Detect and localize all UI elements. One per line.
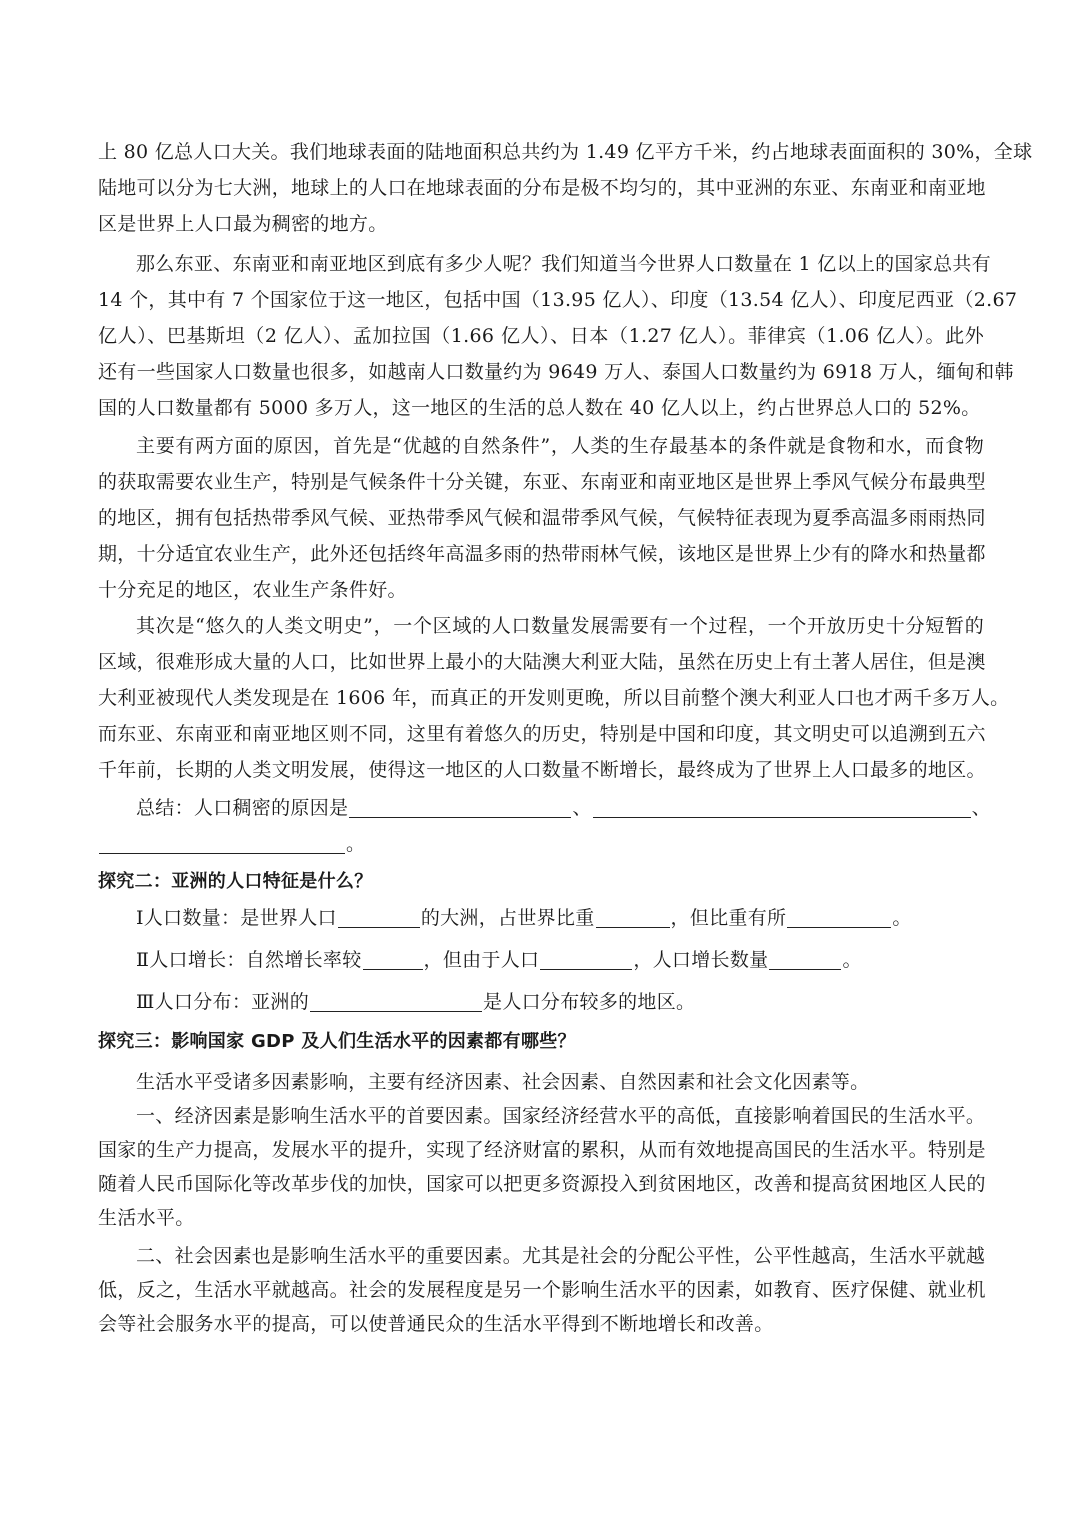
q1-mid2: ，但比重有所	[670, 907, 787, 929]
paragraph-4-line-3: 大利亚被现代人类发现是在 1606 年，而真正的开发则更晚，所以目前整个澳大利亚人口也才两千多万人。	[98, 687, 1010, 709]
inquiry-2-question-2	[136, 942, 862, 978]
economic-line-4: 生活水平。	[98, 1207, 195, 1229]
economic-line-3: 随着人民币国际化等改革步伐的加快，国家可以把更多资源投入到贫困地区，改善和提高贫困地区人民的	[98, 1173, 986, 1195]
q1-end: 。	[892, 907, 912, 929]
inquiry-2-title: 探究二：亚洲的人口特征是什么？	[98, 871, 373, 892]
inquiry-3-intro: 生活水平受诸多因素影响，主要有经济因素、社会因素、自然因素和社会文化因素等。	[136, 1071, 870, 1093]
q2-mid2: ，人口增长数量	[633, 949, 769, 971]
paragraph-3-line-4: 期，十分适宜农业生产，此外还包括终年高温多雨的热带雨林气候，该地区是世界上少有的降水和热量都	[98, 543, 986, 565]
summary-blank-1[interactable]	[349, 795, 571, 818]
paragraph-4-line-1: 其次是“悠久的人类文明史”，一个区域的人口数量发展需要有一个过程，一个开放历史十分短暂的	[136, 615, 984, 637]
q1-blank-2[interactable]	[596, 905, 670, 928]
paragraph-1-line-3: 区是世界上人口最为稠密的地方。	[98, 213, 388, 235]
paragraph-2-line-1: 那么东亚、东南亚和南亚地区到底有多少人呢？我们知道当今世界人口数量在 1 亿以上的国家总共有	[136, 253, 991, 275]
paragraph-2-line-3: 亿人）、巴基斯坦（2 亿人）、孟加拉国（1.66 亿人）、日本（1.27 亿人）。菲律宾（1.06 亿人）。此外	[98, 325, 984, 347]
paragraph-3-line-3: 的地区，拥有包括热带季风气候、亚热带季风气候和温带季风气候，气候特征表现为夏季高温多雨雨热同	[98, 507, 986, 529]
paragraph-4-line-2: 区域，很难形成大量的人口，比如世界上最小的大陆澳大利亚大陆，虽然在历史上有土著人居住，但是澳	[98, 651, 986, 673]
paragraph-2-line-4: 还有一些国家人口数量也很多，如越南人口数量约为 9649 万人、泰国人口数量约为 6918 万人，缅甸和韩	[98, 361, 1014, 383]
q1-mid1: 的大洲，占世界比重	[420, 907, 595, 929]
q1-blank-1[interactable]	[338, 905, 420, 928]
economic-line-2: 国家的生产力提高，发展水平的提升，实现了经济财富的累积，从而有效地提高国民的生活水平。特别是	[98, 1139, 986, 1161]
q3-prefix: Ⅲ人口分布：亚洲的	[136, 991, 310, 1013]
social-line-3: 会等社会服务水平的提高，可以使普通民众的生活水平得到不断地增长和改善。	[98, 1313, 774, 1335]
q2-prefix: Ⅱ人口增长：自然增长率较	[136, 949, 362, 971]
summary-blank-2[interactable]	[593, 795, 971, 818]
inquiry-2-question-3	[136, 984, 695, 1020]
summary-separator-1: 、	[572, 797, 592, 819]
inquiry-2-question-1	[136, 900, 912, 936]
paragraph-4-line-4: 而东亚、东南亚和南亚地区则不同，这里有着悠久的历史，特别是中国和印度，其文明史可以追溯到五六	[98, 723, 986, 745]
paragraph-2-line-5: 国的人口数量都有 5000 多万人，这一地区的生活的总人数在 40 亿人以上，约占世界总人口的 52%。	[98, 397, 981, 419]
paragraph-3-line-2: 的获取需要农业生产，特别是气候条件十分关键，东亚、东南亚和南亚地区是世界上季风气候分布最典型	[98, 471, 986, 493]
paragraph-2-line-2: 14 个，其中有 7 个国家位于这一地区，包括中国（13.95 亿人）、印度（13.54 亿人）、印度尼西亚（2.67	[98, 289, 1018, 311]
summary-line-2	[98, 826, 365, 862]
social-line-1: 二、社会因素也是影响生活水平的重要因素。尤其是社会的分配公平性，公平性越高，生活水平就越	[136, 1245, 986, 1267]
q2-mid1: ，但由于人口	[423, 949, 540, 971]
q3-blank-1[interactable]	[310, 989, 482, 1012]
paragraph-3-line-5: 十分充足的地区，农业生产条件好。	[98, 579, 407, 601]
inquiry-3-title: 探究三：影响国家 GDP 及人们生活水平的因素都有哪些？	[98, 1031, 576, 1052]
q2-blank-1[interactable]	[363, 947, 423, 970]
paragraph-3-line-1: 主要有两方面的原因，首先是“优越的自然条件”，人类的生存最基本的条件就是食物和水，而食物	[136, 435, 984, 457]
q2-end: 。	[842, 949, 862, 971]
paragraph-1-line-2: 陆地可以分为七大洲，地球上的人口在地球表面的分布是极不均匀的，其中亚洲的东亚、东南亚和南亚地	[98, 177, 986, 199]
paragraph-4-line-5: 千年前，长期的人类文明发展，使得这一地区的人口数量不断增长，最终成为了世界上人口最多的地区。	[98, 759, 986, 781]
summary-label: 总结：人口稠密的原因是	[136, 797, 349, 819]
q2-blank-2[interactable]	[540, 947, 632, 970]
q1-prefix: Ⅰ人口数量：是世界人口	[136, 907, 337, 929]
social-line-2: 低，反之，生活水平就越高。社会的发展程度是另一个影响生活水平的因素，如教育、医疗保健、就业机	[98, 1279, 986, 1301]
summary-blank-3[interactable]	[99, 831, 345, 854]
economic-line-1: 一、经济因素是影响生活水平的首要因素。国家经济经营水平的高低，直接影响着国民的生活水平。	[136, 1105, 986, 1127]
q3-end: 是人口分布较多的地区。	[483, 991, 696, 1013]
summary-end: 。	[346, 833, 366, 855]
summary-separator-2: 、	[971, 797, 991, 819]
summary-line	[136, 790, 991, 826]
q1-blank-3[interactable]	[787, 905, 891, 928]
q2-blank-3[interactable]	[769, 947, 841, 970]
paragraph-1-line-1: 上 80 亿总人口大关。我们地球表面的陆地面积总共约为 1.49 亿平方千米，约占地球表面面积的 30%，全球	[98, 141, 1033, 163]
